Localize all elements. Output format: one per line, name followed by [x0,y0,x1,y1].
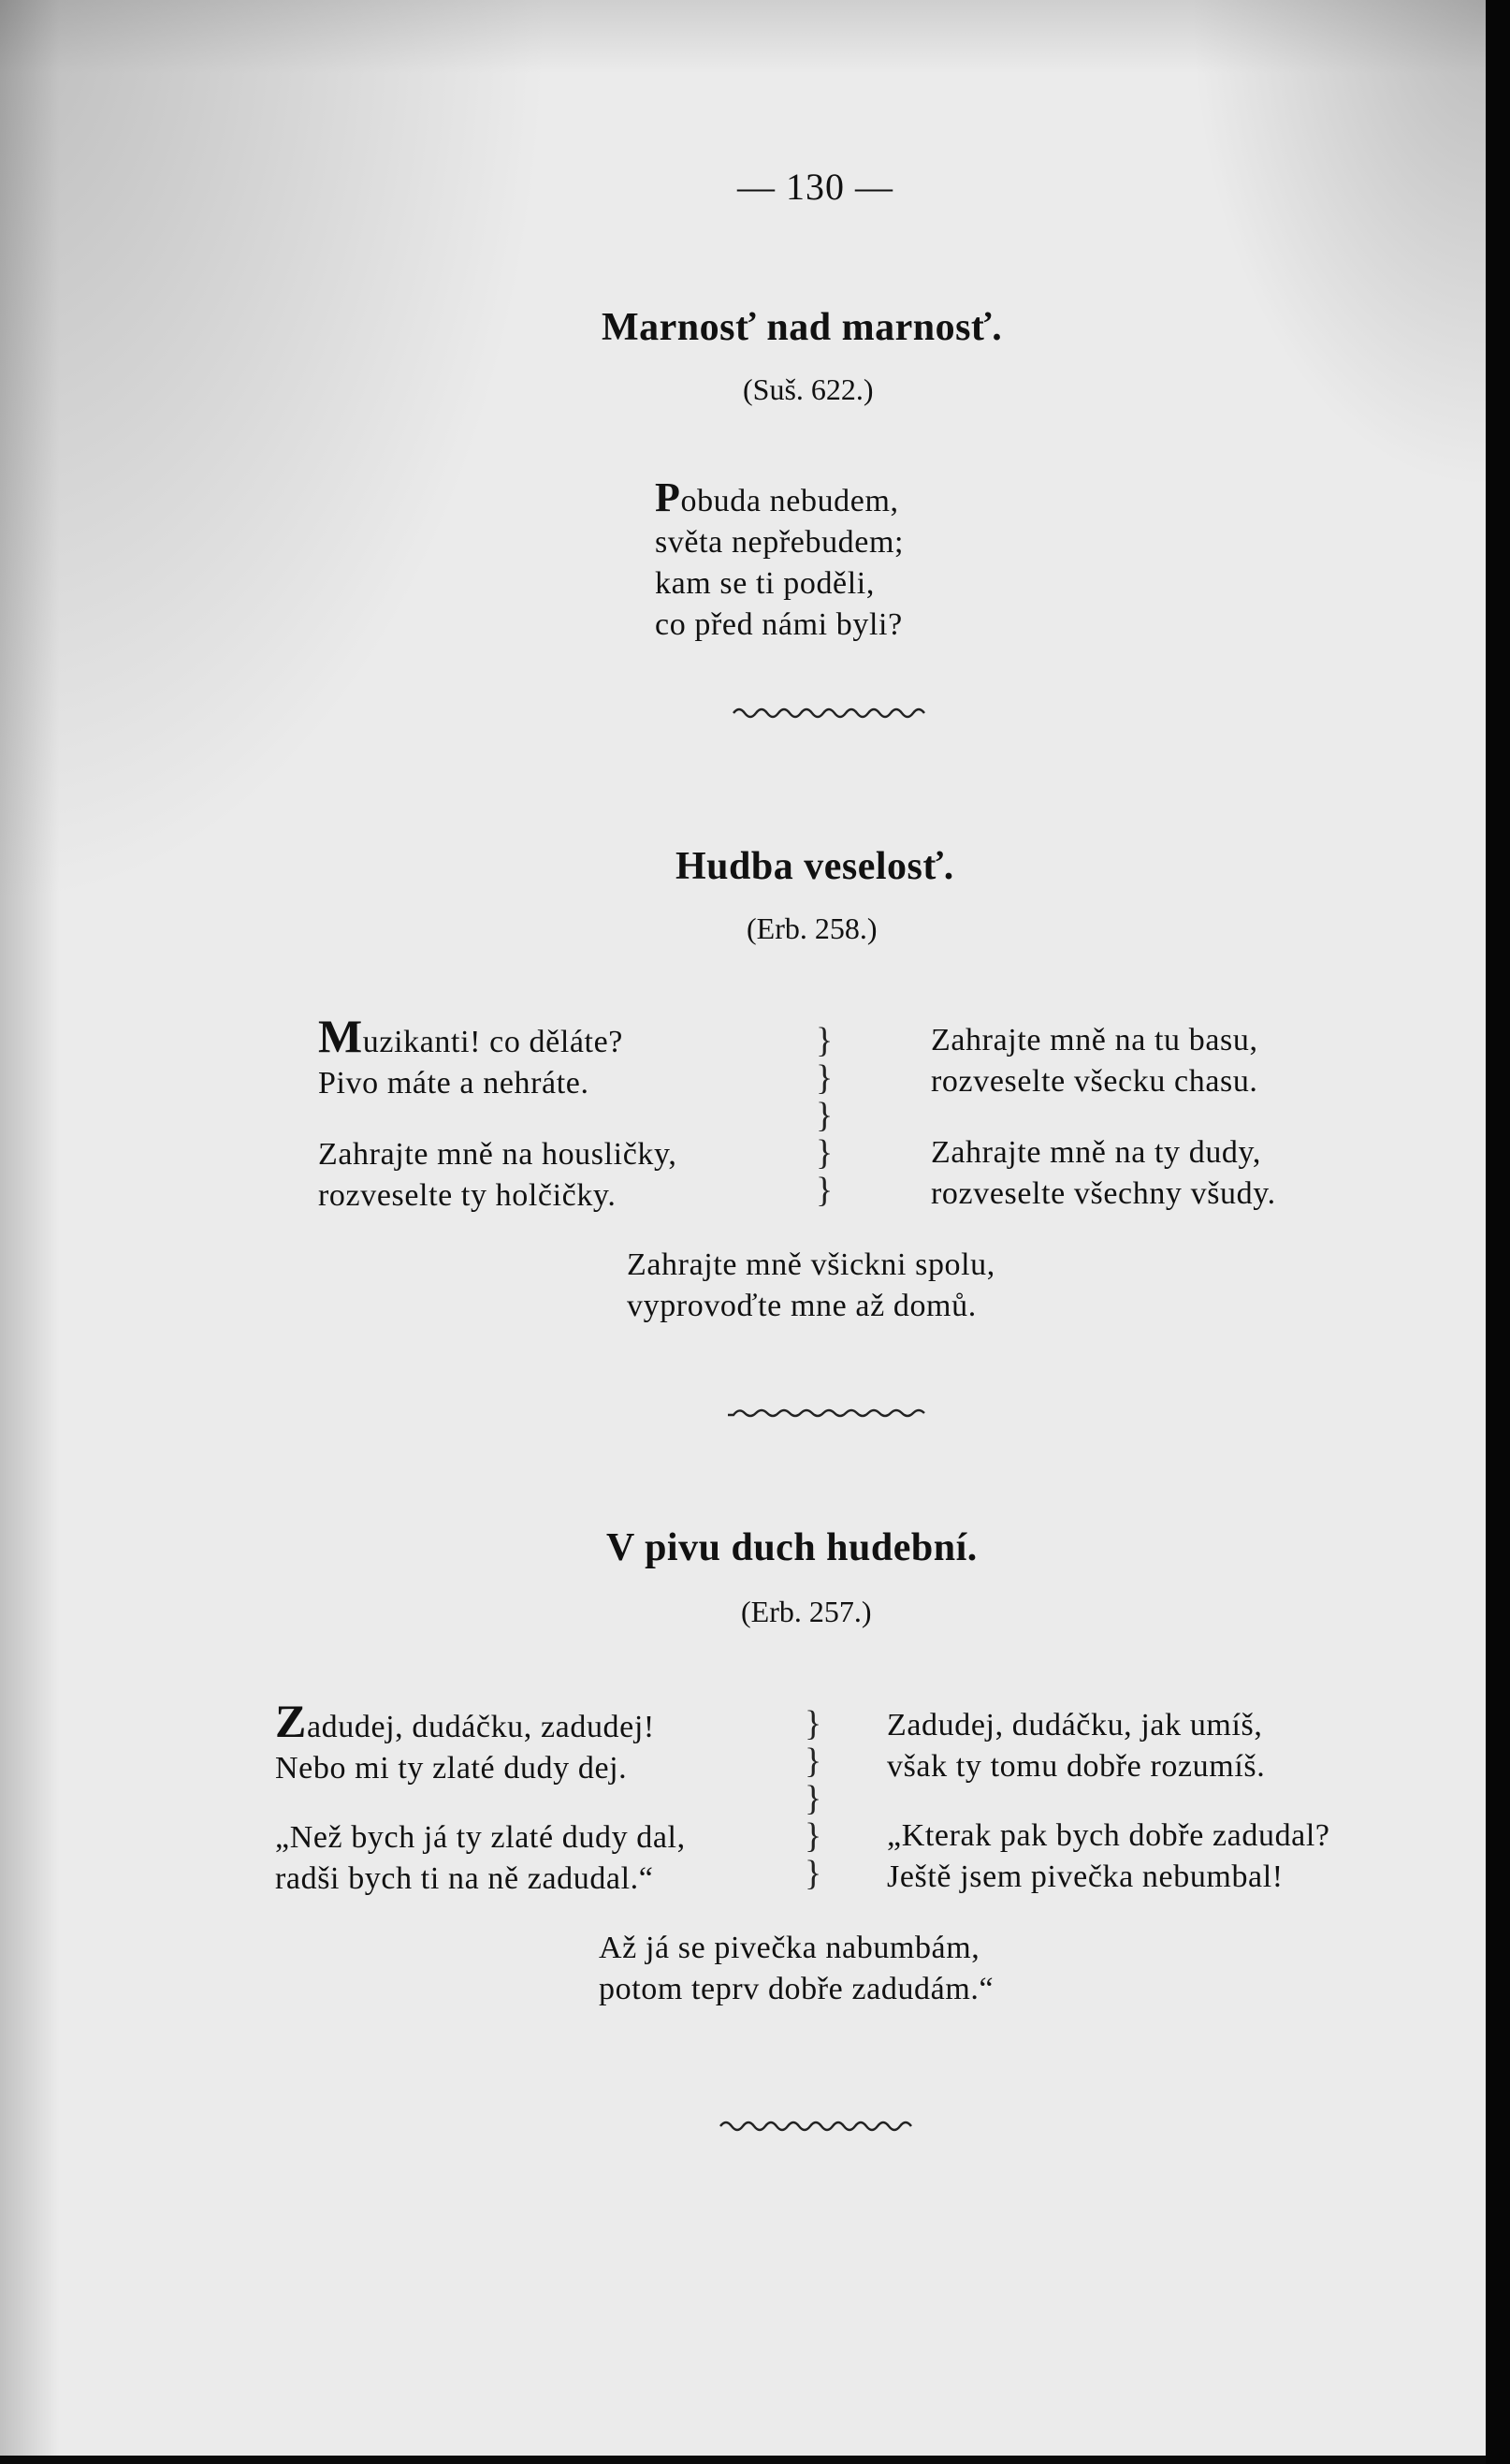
verse-line-rest: adudej, dudáčku, zadudej! [306,1710,655,1744]
verse-line: Zahrajte mně všickni spolu, [627,1247,995,1282]
poem-source-marnost: (Suš. 622.) [743,372,874,406]
brace-divider: } } } } } [805,1704,822,1893]
drop-cap: P [655,474,681,520]
poem-body-marnost [655,474,905,646]
verse-line-rest: obuda nebudem, [680,484,899,518]
verse-line: Zadudej, dudáčku, jak umíš, [887,1708,1263,1742]
verse-line: radši bych ti na ně zadudal.“ [275,1861,654,1896]
verse-line [318,1010,677,1063]
verse-line: kam se ti poděli, [655,566,875,601]
drop-cap: M [318,1010,363,1062]
page-number: — 130 — [737,166,893,208]
verse-line: rozveselte ty holčičky. [318,1178,617,1213]
verse-line [655,474,904,522]
verse-line: vyprovoďte mne až domů. [627,1289,977,1323]
verse-line: potom teprv dobře zadudám.“ [599,1972,995,2006]
verse-line: co před námi byli? [655,607,903,642]
poem-source-hudba: (Erb. 258.) [747,911,878,945]
ornamental-divider [719,2117,919,2136]
verse-line: rozveselte všecku chasu. [931,1064,1258,1099]
verse-line: Ještě jsem pivečka nebumbal! [887,1859,1284,1894]
poem-v-pivu-closing [599,1928,994,2010]
drop-cap: Z [275,1695,307,1747]
poem-title-v-pivu: V pivu duch hudební. [606,1526,978,1569]
verse-line: „Než bych já ty zlaté dudy dal, [275,1820,686,1855]
brace-divider: } } } } } [816,1021,834,1210]
verse-line: světa nepřebudem; [655,525,905,560]
verse-line: Pivo máte a nehráte. [318,1066,589,1101]
poem-title-hudba: Hudba veselosť. [675,845,954,888]
poem-hudba-left-column [318,1010,677,1217]
book-spine-edge [1486,0,1510,2464]
verse-line: Nebo mi ty zlaté dudy dej. [275,1751,628,1786]
verse-line: rozveselte všechny všudy. [931,1176,1276,1211]
ornamental-divider [732,704,932,722]
verse-line: „Kterak pak bych dobře zadudal? [887,1818,1330,1853]
verse-line: Zahrajte mně na housličky, [318,1137,677,1172]
poem-source-v-pivu: (Erb. 257.) [741,1595,872,1628]
poem-v-pivu-right-column [887,1705,1330,1898]
poem-hudba-right-column [931,1020,1276,1215]
poem-v-pivu-left-column [275,1695,686,1900]
verse-line: Zahrajte mně na ty dudy, [931,1135,1262,1170]
verse-line-rest: uzikanti! co děláte? [362,1025,623,1059]
poem-hudba-closing [627,1245,995,1327]
verse-line: však ty tomu dobře rozumíš. [887,1749,1266,1784]
verse-line: Zahrajte mně na tu basu, [931,1023,1258,1057]
poem-title-marnost: Marnosť nad marnosť. [602,306,1003,349]
ornamental-divider [726,1404,926,1422]
verse-line: Až já se pivečka nabumbám, [599,1931,980,1965]
verse-line [275,1695,686,1748]
